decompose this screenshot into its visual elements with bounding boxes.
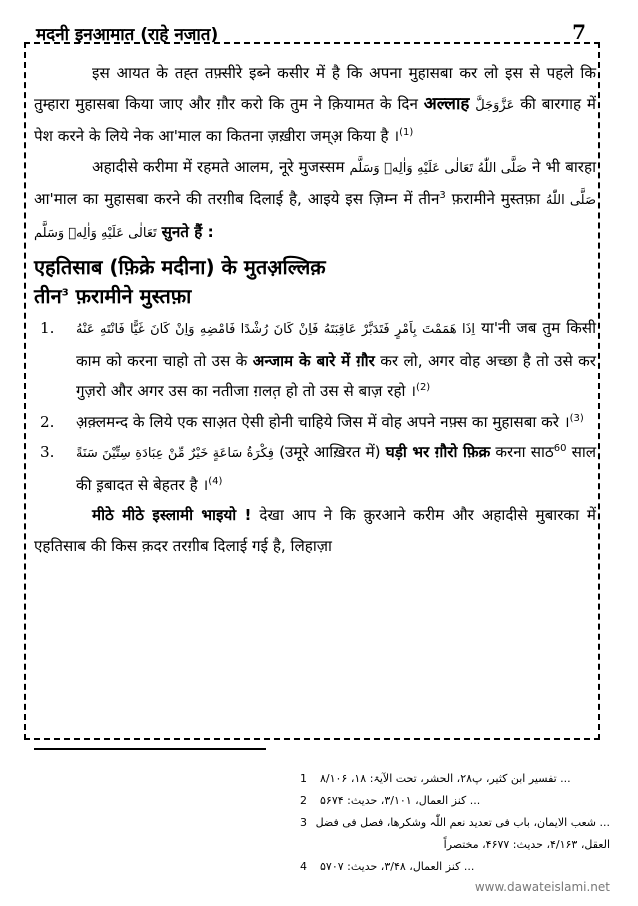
heading-three-superscript: 3 [61, 287, 69, 299]
footnote-number: 3 [300, 816, 307, 829]
list-item [34, 313, 596, 407]
item-body [76, 437, 596, 500]
footnote-ref-2: (2) [416, 381, 431, 393]
list-item [34, 407, 596, 438]
closing-text: देखा आप ने कि क़ुरआने करीम और अहादीसे मुबारका में एहतिसाब की किस क़दर तरग़ीब दिलाई गई है, लिहाज़ा [34, 506, 596, 555]
para2-text-b: ने भी बारहा आ'माल का मुहासबा करने की तरग़ीब दिलाई है, आइये इस ज़िम्न में तीन [34, 157, 597, 208]
para2-text-d: सुनते हैं : [161, 222, 214, 241]
para1-end-text: की बारगाह में पेश करने के लिये नेक आ'माल का कितना ज़ख़ीरा जम्अ़ किया है । [34, 94, 597, 145]
sixty-superscript: 60 [553, 442, 567, 454]
three-superscript: 3 [439, 189, 446, 201]
item-body [76, 407, 596, 438]
item-body [76, 313, 596, 407]
page-body [34, 58, 596, 561]
item-text-a: अ़क़्लमन्द के लिये एक साअ़त ऐसी होनी चाहिये जिस में वोह अपने नफ़्स का मुहासबा करे । [76, 412, 570, 431]
footnote-ref-3: (3) [569, 412, 584, 424]
salawat-2: صَلَّى اللّٰهُ تَعَالٰى عَلَيْهِ وَاٰلِهٖ وَسَلَّم [34, 193, 597, 241]
item-text-a: जब तुम किसी काम को करना चाहो तो उस के [76, 319, 597, 370]
item-text-c: साल की इ़बादत से बेहतर है । [76, 443, 597, 494]
footnote-ref-1: (1) [399, 126, 414, 138]
footnote-text: ... کنز العمال، ۳/۱۰۱، حدیث: ۵۶۷۴ [320, 794, 481, 807]
item-bold: अन्जाम के बारे में ग़ौर [252, 351, 375, 370]
item-text-b: कर लो, अगर वोह अच्छा है तो उसे कर गुज़रो और अगर उस का नतीजा ग़लत़ हो तो उस से बाज़ रहो । [76, 351, 597, 400]
footnote [300, 790, 610, 812]
closing-bold: मीठे मीठे इस्लामी भाइयो ! [92, 506, 252, 524]
footnotes [300, 768, 610, 878]
heading2-b: फ़रामीने मुस्तफ़ा [75, 284, 192, 308]
item-text-a: (उमूरे आख़िरत में) [279, 443, 381, 461]
book-title: मदनी इनआमात (राहे नजात) [36, 25, 219, 45]
footnote [300, 856, 610, 878]
section-heading-line-1: एहतिसाब (फ़िक्रे मदीना) के मुतअ़ल्लिक़ [34, 255, 326, 279]
paragraph-1 [34, 58, 596, 152]
azza-wa-jalla: عَزَّوَجَلَّ [475, 97, 515, 113]
item-number: 1. [40, 319, 55, 337]
website-url[interactable]: www.dawateislami.net [474, 880, 610, 894]
item-text-b: करना साठ [495, 443, 554, 461]
footnote [300, 812, 610, 856]
hadith-arabic: فِكْرَةُ سَاعَةٍ خَيْرٌ مِّنْ عِبَادَةِ سِتِّيْنَ سَنَةً [76, 446, 275, 461]
para2-text-a: अहादीसे करीमा में रहमते आलम, नूरे मुजस्सम [92, 157, 345, 176]
hadith-arabic: اِذَا هَمَمْتَ بِاَمْرٍ فَتَدَبَّرْ عَاقِبَتَهُ فَاِنْ كَانَ رُشْدًا فَامْضِهِ وَاِنْ كَانَ غَيًّا فَانْتَهِ عَنْهُ [76, 322, 476, 337]
heading2-a: तीन [34, 284, 62, 308]
footnote-text: ... کنز العمال، ۳/۴۸، حدیث: ۵۷۰۷ [320, 860, 475, 873]
footnote-ref-4: (4) [208, 475, 223, 487]
yani-word: या'नी [481, 319, 511, 337]
closing-paragraph [34, 500, 596, 561]
section-heading-line-2 [34, 282, 596, 311]
footnote-text: ... شعب الایمان، باب فی تعدید نعم اللّٰہ وشکرھا، فصل فی فضل العقل، ۴/۱۶۳، حدیث: ۴۶۷۷، مختصراً [315, 816, 610, 851]
footnote-text: ... تفسیر ابن کثیر، پ۲۸، الحشر، تحت الآیۃ: ۱۸، ۸/۱۰۶ [320, 772, 571, 785]
salawat-1: صَلَّى اللّٰهُ تَعَالٰى عَلَيْهِ وَاٰلِهٖ وَسَلَّم [349, 160, 527, 176]
item-bold: घड़ी भर ग़ौरो फ़िक्र [385, 443, 491, 461]
list-item [34, 437, 596, 500]
paragraph-2 [34, 152, 596, 250]
allah-word: अल्लाह [423, 93, 470, 114]
para2-text-c: फ़रामीने मुस्तफ़ा [451, 190, 541, 208]
footnote-number: 4 [300, 860, 307, 873]
item-number: 2. [40, 412, 55, 431]
footnote-divider [34, 748, 266, 750]
footnote-number: 1 [300, 772, 307, 785]
footnote [300, 768, 610, 790]
footnote-number: 2 [300, 794, 307, 807]
page-number: 7 [572, 20, 586, 44]
para1-text: इस आयत के तह्त तफ़्सीरे इब्ने कसीर में है कि अपना मुहासबा कर लो इस से पहले कि तुम्हारा मुहासबा किया जाए और ग़ौर करो कि तुम ने क़ियामत के दिन [34, 64, 596, 113]
item-number: 3. [40, 443, 55, 461]
